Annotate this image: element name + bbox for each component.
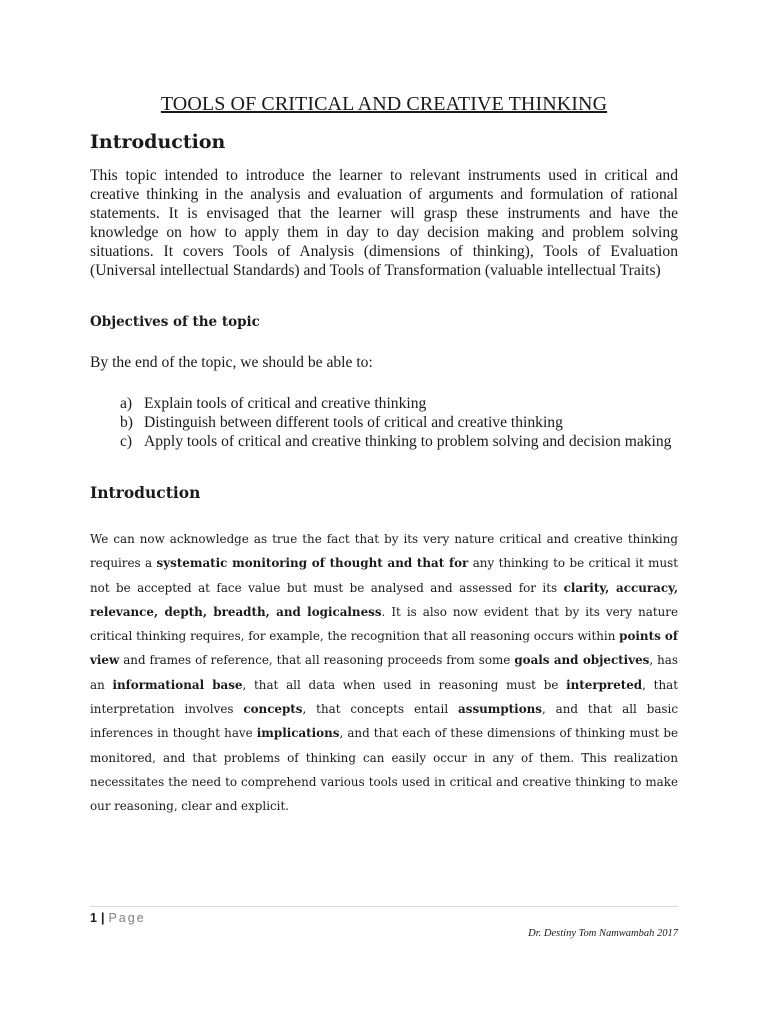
list-marker: b): [120, 413, 133, 431]
emphasis-segment: clarity, accuracy, relevance, depth, breadth, and logicalness: [90, 580, 678, 619]
list-item: [90, 433, 678, 452]
objectives-heading: Objectives of the topic: [90, 314, 260, 330]
emphasis-segment: goals and objectives: [514, 653, 650, 668]
text-segment: any thinking to be critical it must not be accepted at face value but must be analysed and assessed for its: [90, 556, 678, 595]
emphasis-segment: implications: [256, 726, 340, 741]
emphasis-segment: interpreted: [566, 677, 643, 692]
list-marker: c): [120, 432, 133, 450]
page-separator: |: [100, 911, 105, 925]
body-paragraph: [90, 527, 678, 819]
footer-divider: [90, 906, 678, 907]
objectives-intro: By the end of the topic, we should be able to:: [90, 354, 373, 371]
text-segment: . It is also now evident that by its very nature critical thinking requires, for example, the recognition that all reasoning occurs within: [90, 604, 678, 644]
list-item: [90, 395, 678, 414]
emphasis-segment: systematic monitoring of thought and that for: [156, 556, 469, 571]
text-segment: We can now acknowledge as true the fact that by its very nature critical and creative thinking requires a: [90, 532, 678, 571]
list-marker: a): [120, 395, 133, 412]
text-segment: , that concepts entail: [302, 702, 459, 717]
text-segment: , that interpretation involves: [90, 677, 678, 717]
page-label: Page: [108, 911, 146, 925]
text-segment: , that all data when used in reasoning must be: [242, 677, 567, 692]
text-segment: , and that each of these dimensions of thinking must be monitored, and that problems of thinking can easily occur in any of them. This realization necessitates the need to comprehend various tools used in critical and creative thinking to make our reasoning, clear and explicit.: [90, 726, 678, 814]
emphasis-segment: informational base: [112, 677, 243, 692]
list-item-text: Apply tools of critical and creative thinking to problem solving and decision making: [144, 432, 672, 450]
intro-paragraph: This topic intended to introduce the learner to relevant instruments used in critical and creative thinking in the analysis and evaluation of arguments and formulation of rational statements. It is envisaged that the learner will grasp these instruments and have the knowledge on how to apply them in day to day decision making and problem solving situations. It covers Tools of Analysis (dimensions of thinking), Tools of Evaluation (Universal intellectual Standards) and Tools of Transformation (valuable intellectual Traits): [90, 167, 678, 279]
section-heading-introduction: Introduction: [90, 131, 226, 153]
page-number-footer: [90, 911, 146, 925]
text-segment: and frames of reference, that all reasoning proceeds from some: [119, 653, 515, 668]
emphasis-segment: concepts: [243, 702, 303, 717]
list-item: [90, 414, 678, 433]
page-title: TOOLS OF CRITICAL AND CREATIVE THINKING: [160, 93, 608, 115]
text-segment: , and that all basic inferences in thought have: [90, 702, 678, 741]
page-number: 1: [90, 911, 97, 925]
text-segment: , has an: [90, 653, 678, 692]
objectives-list: [90, 395, 678, 452]
list-item-text: Distinguish between different tools of critical and creative thinking: [144, 413, 563, 431]
emphasis-segment: assumptions: [458, 702, 542, 717]
footer-author: Dr. Destiny Tom Namwambah 2017: [528, 928, 678, 939]
section-heading-introduction-2: Introduction: [90, 483, 201, 502]
emphasis-segment: points of view: [90, 629, 678, 668]
list-item-text: Explain tools of critical and creative thinking: [144, 395, 427, 412]
